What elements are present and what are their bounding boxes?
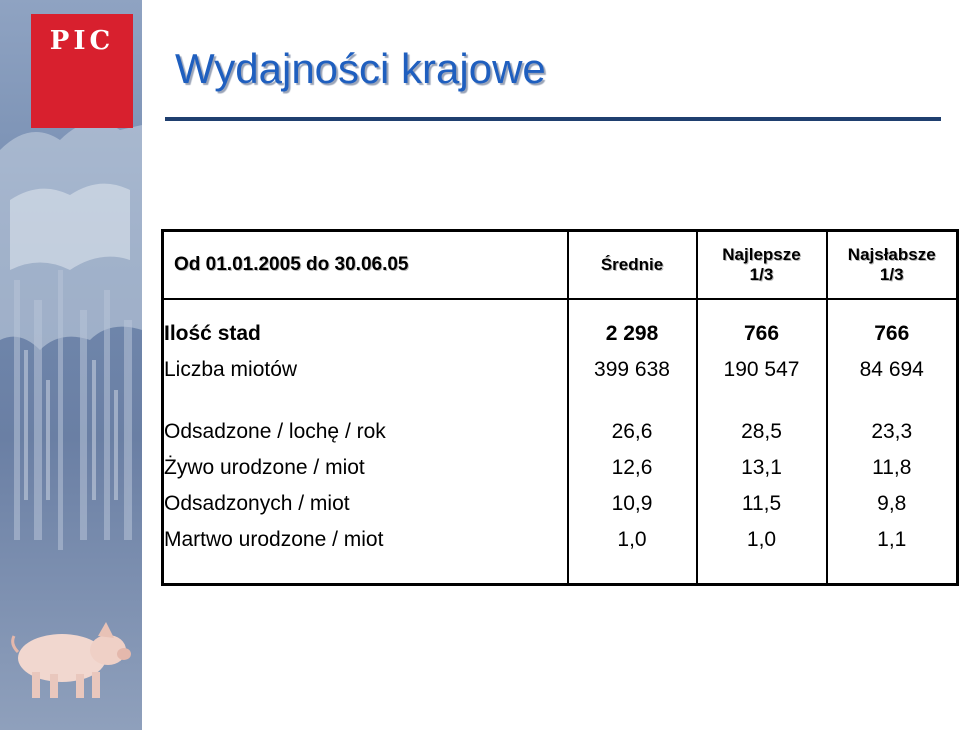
best-third-header — [697, 231, 827, 300]
best-value: 1,0 — [697, 522, 827, 558]
spacer-row — [163, 299, 958, 316]
average-value: 2 298 — [568, 316, 697, 352]
average-value: 399 638 — [568, 352, 697, 388]
best-value: 190 547 — [697, 352, 827, 388]
performance-table — [161, 229, 959, 586]
table-row — [163, 414, 958, 450]
row-label: Odsadzonych / miot — [164, 492, 350, 515]
worst-value: 1,1 — [827, 522, 958, 558]
table-row — [163, 316, 958, 352]
row-label: Liczba miotów — [164, 358, 298, 381]
table-row — [163, 352, 958, 388]
best-header-line2: 1/3 — [749, 265, 774, 284]
row-label: Odsadzone / lochę / rok — [164, 420, 386, 443]
worst-value: 766 — [827, 316, 958, 352]
worst-header-line2: 1/3 — [879, 265, 904, 284]
row-label: Martwo urodzone / miot — [164, 528, 384, 551]
table-row — [163, 450, 958, 486]
worst-value: 9,8 — [827, 486, 958, 522]
average-value: 12,6 — [568, 450, 697, 486]
best-value: 766 — [697, 316, 827, 352]
worst-value: 23,3 — [827, 414, 958, 450]
worst-value: 11,8 — [827, 450, 958, 486]
title-underline — [165, 117, 941, 121]
best-value: 13,1 — [697, 450, 827, 486]
worst-third-header — [827, 231, 958, 300]
spacer-row — [163, 388, 958, 414]
spacer-row — [163, 558, 958, 585]
best-value: 11,5 — [697, 486, 827, 522]
average-value: 26,6 — [568, 414, 697, 450]
average-value: 10,9 — [568, 486, 697, 522]
worst-value: 84 694 — [827, 352, 958, 388]
best-value: 28,5 — [697, 414, 827, 450]
table-header-row — [163, 231, 958, 300]
worst-header-line1: Najsłabsze — [847, 245, 936, 264]
period-header: Od 01.01.2005 do 30.06.05 — [163, 231, 568, 300]
average-value: 1,0 — [568, 522, 697, 558]
table-row — [163, 522, 958, 558]
row-label: Żywo urodzone / miot — [164, 456, 365, 479]
best-header-line1: Najlepsze — [722, 245, 801, 264]
logo-text: PIC — [49, 26, 115, 56]
average-header: Średnie — [568, 231, 697, 300]
page-title: Wydajności krajowe — [175, 45, 546, 92]
table-row — [163, 486, 958, 522]
row-label: Ilość stad — [164, 322, 261, 345]
pic-logo — [31, 14, 133, 128]
